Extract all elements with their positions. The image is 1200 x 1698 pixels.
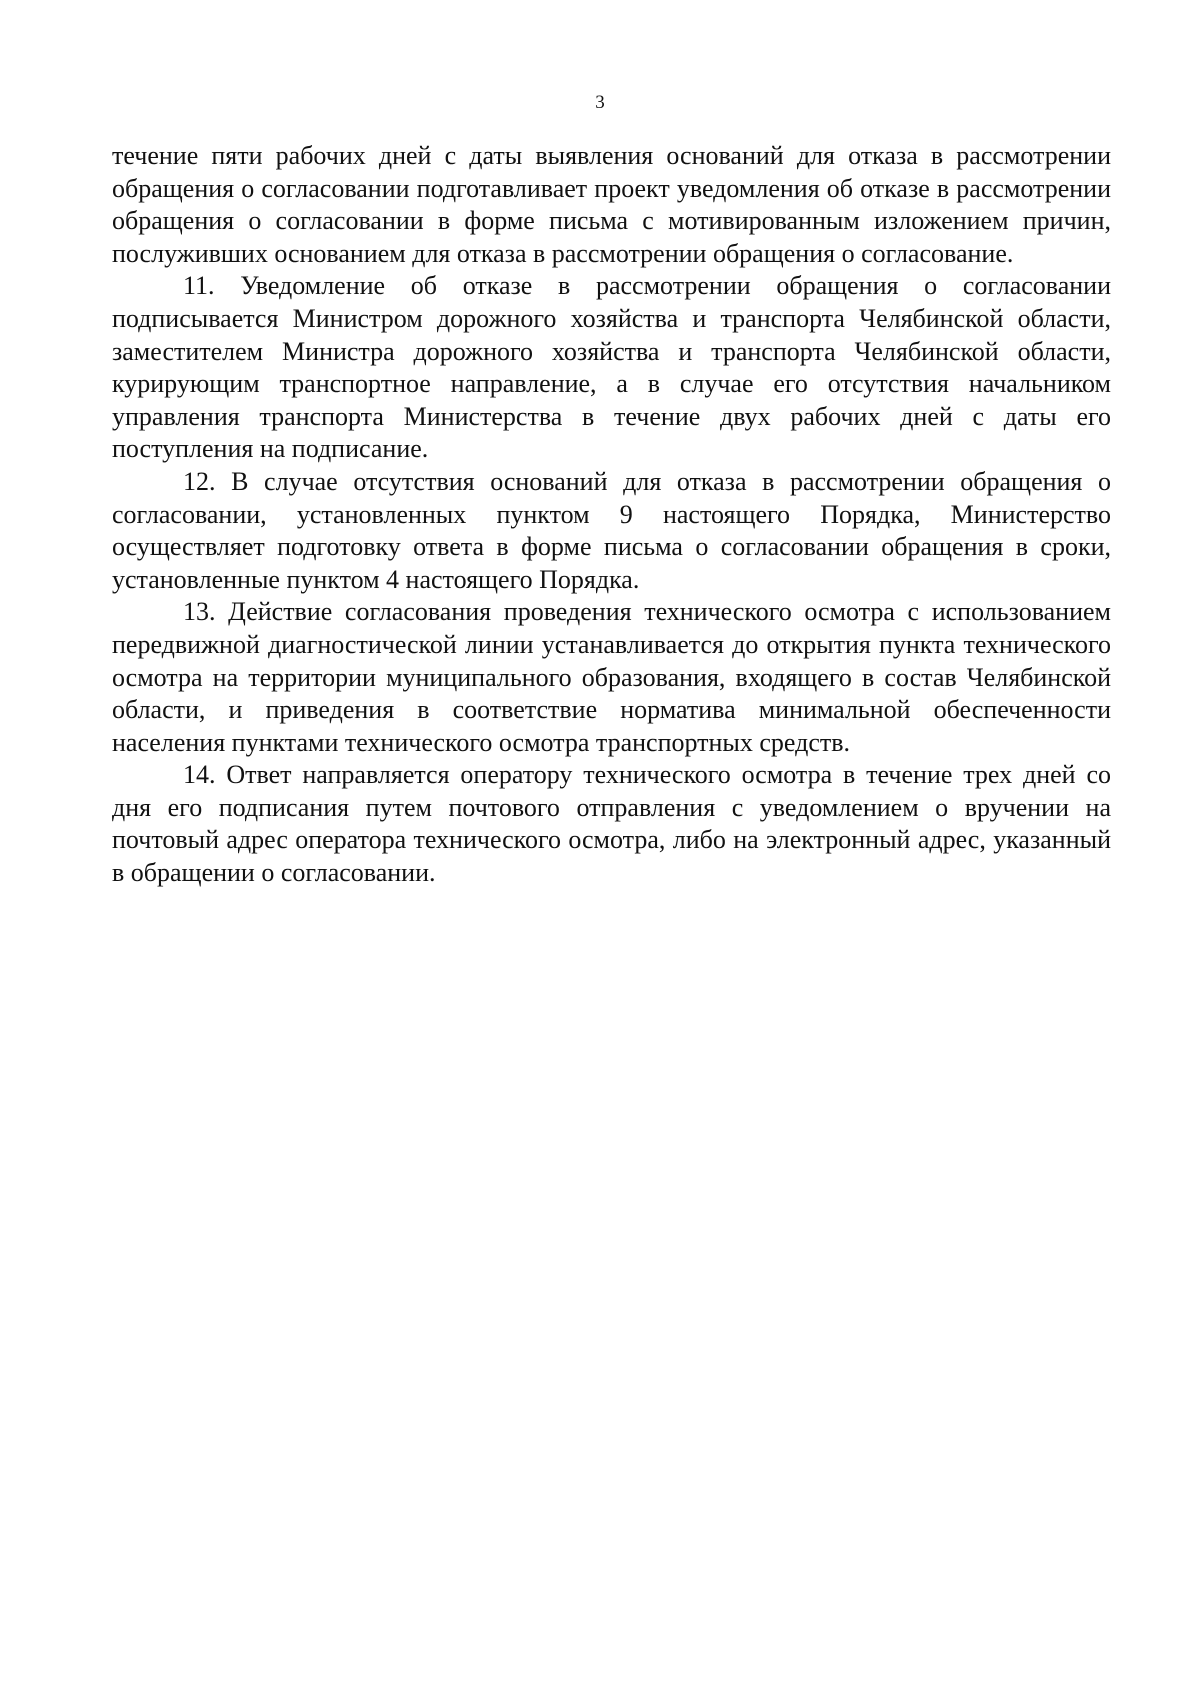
paragraph-11: 11. Уведомление об отказе в рассмотрении обращения о согласовании подписывается Министром дорожного хозяйства и транспорта Челябинской области, заместителем Министра дорожного хозяйства и транспорта Челябинской области, курирующим транспортное направление, а в случае его отсутствия начальником управления транспорта Министерства в течение двух рабочих дней с даты его поступления на подписание. bbox=[112, 271, 1111, 464]
paragraph-continuation: течение пяти рабочих дней с даты выявления оснований для отказа в рассмотрении обращения о согласовании подготавливает проект уведомления об отказе в рассмотрении обращения о согласовании в форме письма с мотивированным изложением причин, послуживших основанием для отказа в рассмотрении обращения о согласование. bbox=[112, 141, 1111, 268]
page-number: 3 bbox=[595, 92, 605, 113]
document-body bbox=[112, 140, 1111, 890]
paragraph-14: 14. Ответ направляется оператору технического осмотра в течение трех дней со дня его подписания путем почтового отправления с уведомлением о вручении на почтовый адрес оператора технического осмотра, либо на электронный адрес, указанный в обращении о согласовании. bbox=[112, 760, 1111, 888]
paragraph-13: 13. Действие согласования проведения технического осмотра с использованием передвижной диагностической линии устанавливается до открытия пункта технического осмотра на территории муниципального образования, входящего в состав Челябинской области, и приведения в соответствие норматива минимальной обеспеченности населения пунктами технического осмотра транспортных средств. bbox=[112, 597, 1111, 757]
paragraph-12: 12. В случае отсутствия оснований для отказа в рассмотрении обращения о согласовании, установленных пунктом 9 настоящего Порядка, Министерство осуществляет подготовку ответа в форме письма о согласовании обращения в сроки, установленные пунктом 4 настоящего Порядка. bbox=[112, 466, 1111, 594]
